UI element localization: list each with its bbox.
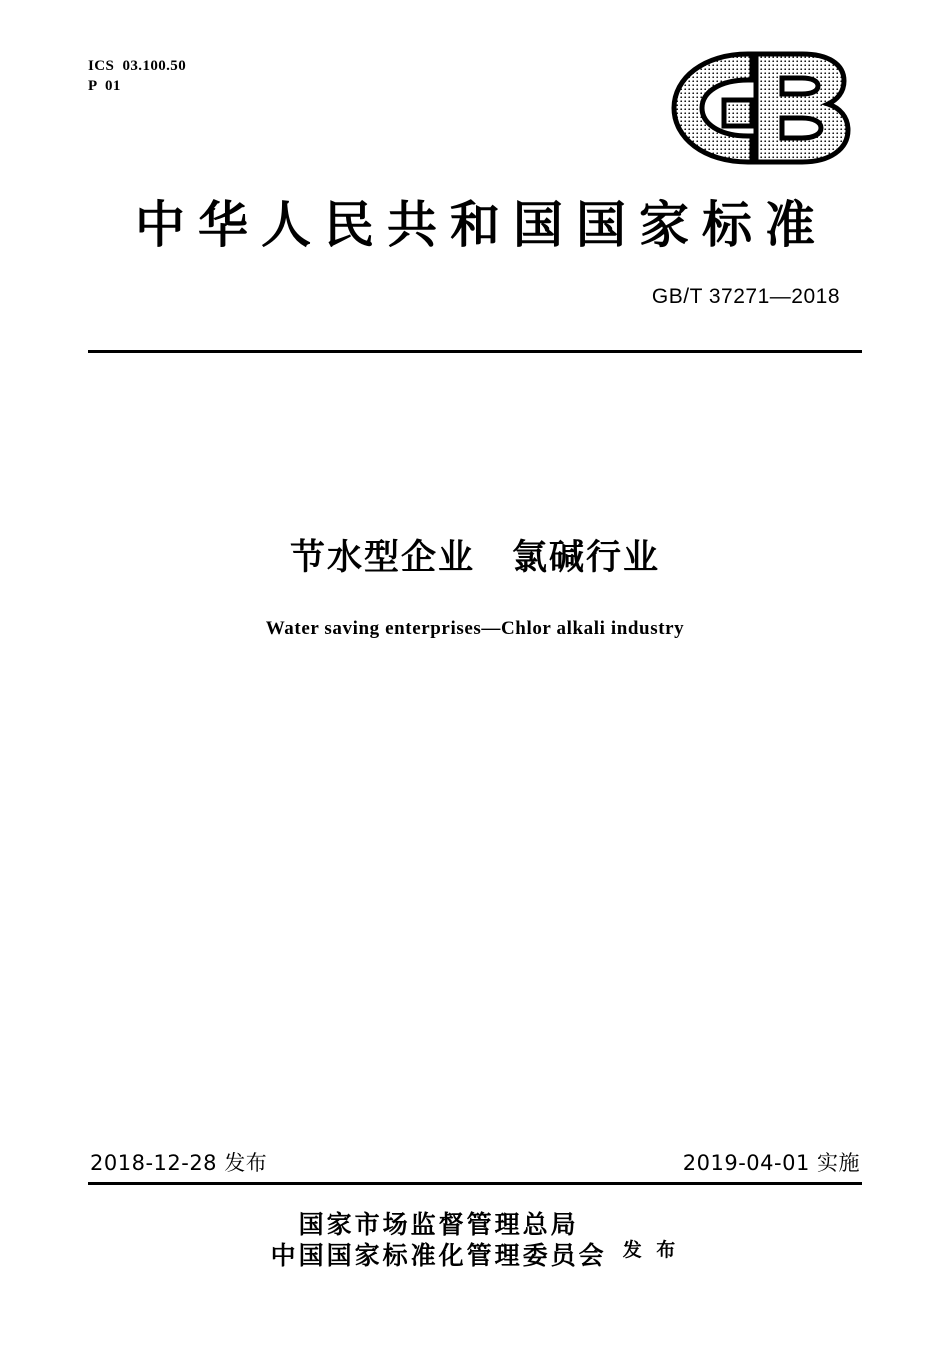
header-divider	[88, 350, 862, 353]
issuer-names	[271, 1210, 607, 1271]
document-title-chinese: 节水型企业 氯碱行业	[289, 538, 660, 578]
standard-number: GB/T 37271—2018	[651, 285, 840, 308]
gb-logo	[652, 48, 862, 168]
standard-class-code: P 01	[88, 78, 121, 95]
issuer-publish-label: 发 布	[622, 1239, 680, 1261]
issue-date: 2018-12-28 发布	[90, 1151, 268, 1175]
issuer-line-2: 中国国家标准化管理委员会	[270, 1240, 607, 1270]
national-standard-title: 中华人民共和国国家标准	[135, 195, 828, 254]
issuer-block	[0, 1210, 950, 1271]
ics-code: ICS 03.100.50	[88, 58, 187, 74]
effective-date: 2019-04-01 实施	[682, 1151, 860, 1175]
issuer-line-1: 国家市场监督管理总局	[298, 1210, 579, 1239]
footer-divider	[88, 1182, 862, 1185]
document-title-english: Water saving enterprises—Chlor alkali industry	[265, 618, 685, 639]
ics-classification-block	[88, 56, 186, 97]
